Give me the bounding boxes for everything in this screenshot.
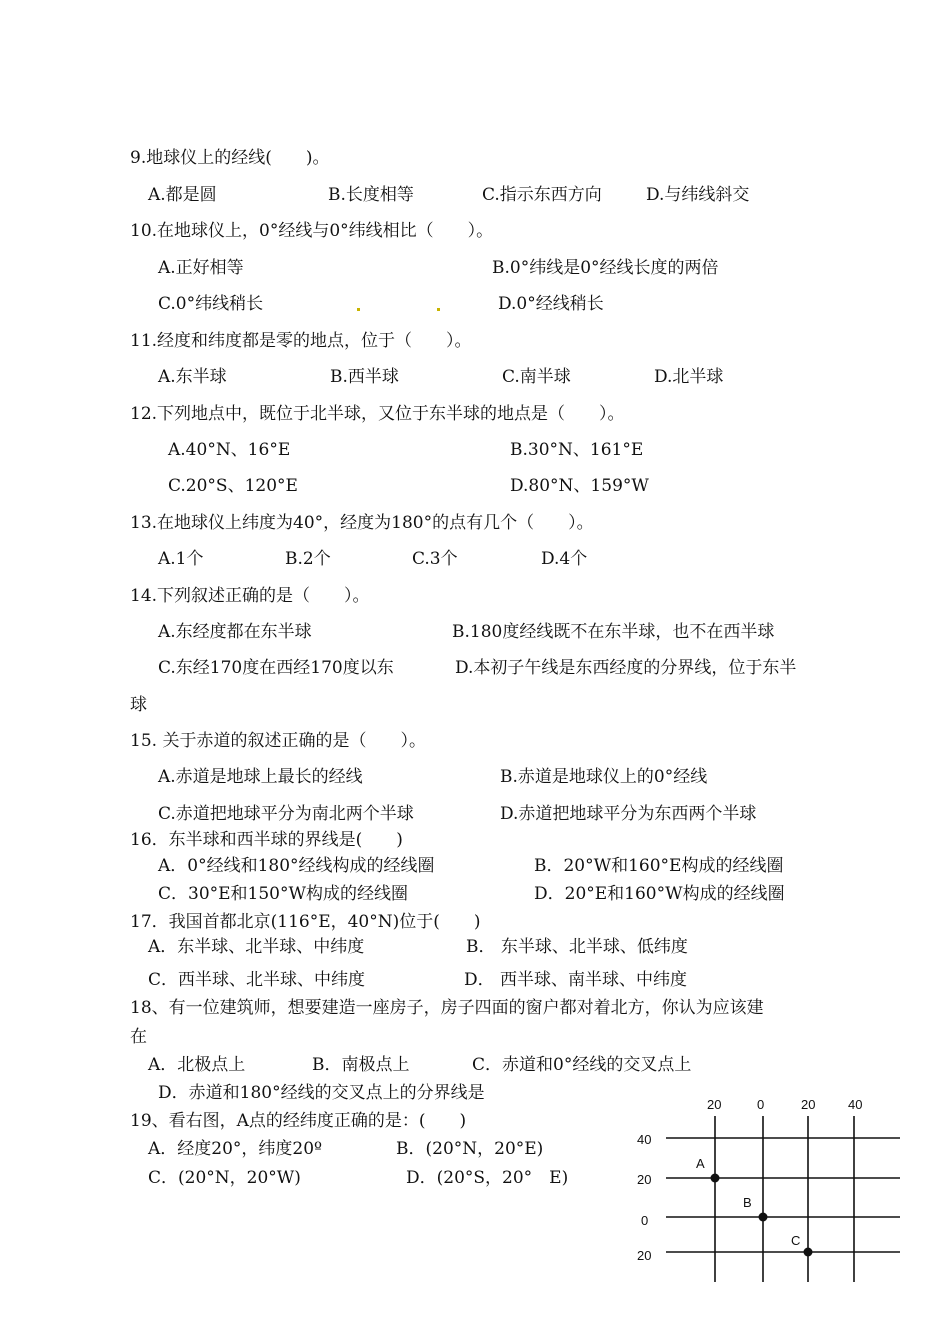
- q19-option-a: A．经度20°，纬度20º: [148, 1139, 323, 1159]
- q18-stem: 18、有一位建筑师，想要建造一座房子，房子四面的窗户都对着北方，你认为应该建: [130, 998, 764, 1018]
- q15-option-c: C.赤道把地球平分为南北两个半球: [158, 804, 414, 824]
- q19-option-b: B．(20°N，20°E): [396, 1139, 544, 1159]
- q9-option-b: B.长度相等: [328, 185, 414, 205]
- q14-option-d-continued: 球: [130, 695, 147, 715]
- q17-option-d: D． 西半球、南半球、中纬度: [464, 970, 688, 990]
- q15-option-b: B.赤道是地球仪上的0°经线: [500, 767, 708, 787]
- q14-stem: 14.下列叙述正确的是（ ）。: [130, 586, 370, 606]
- q9-option-d: D.与纬线斜交: [646, 185, 750, 205]
- q10-option-b: B.0°纬线是0°经线长度的两倍: [492, 258, 719, 278]
- grid-point-c-label: C: [791, 1233, 801, 1248]
- q18-option-d: D．赤道和180°经线的交叉点上的分界线是: [158, 1083, 485, 1103]
- q12-option-c: C.20°S、120°E: [168, 476, 298, 496]
- q10-stem: 10.在地球仪上，0°经线与0°纬线相比（ ）。: [130, 221, 494, 241]
- q19-option-d: D．(20°S，20° E): [406, 1168, 569, 1188]
- q19-option-c: C．(20°N，20°W): [148, 1168, 301, 1188]
- q16-option-c: C．30°E和150°W构成的经线圈: [158, 884, 408, 904]
- q11-option-a: A.东半球: [158, 367, 227, 387]
- q13-option-c: C.3个: [412, 549, 458, 569]
- grid-point-c: [804, 1248, 813, 1257]
- grid-point-a-label: A: [696, 1156, 705, 1171]
- q9-option-c: C.指示东西方向: [482, 185, 602, 205]
- q14-option-a: A.东经度都在东半球: [158, 622, 312, 642]
- q19-stem: 19、看右图，A点的经纬度正确的是：( ): [130, 1111, 467, 1131]
- q18-option-c: C．赤道和0°经线的交叉点上: [472, 1055, 692, 1075]
- q18-stem-continued: 在: [130, 1027, 147, 1047]
- grid-point-a: [711, 1174, 720, 1183]
- grid-point-b-label: B: [743, 1195, 752, 1210]
- q16-stem: 16．东半球和西半球的界线是( ): [130, 830, 403, 850]
- scan-speck: [437, 308, 440, 311]
- q14-option-c: C.东经170度在西经170度以东: [158, 658, 394, 678]
- grid-top-label: 20: [707, 1097, 722, 1112]
- q11-option-b: B.西半球: [330, 367, 399, 387]
- q11-option-d: D.北半球: [654, 367, 724, 387]
- q11-option-c: C.南半球: [502, 367, 571, 387]
- q16-option-d: D．20°E和160°W构成的经线圈: [534, 884, 785, 904]
- q12-stem: 12.下列地点中，既位于北半球，又位于东半球的地点是（ ）。: [130, 404, 625, 424]
- q14-option-b: B.180度经线既不在东半球，也不在西半球: [452, 622, 775, 642]
- q17-option-b: B． 东半球、北半球、低纬度: [466, 937, 688, 957]
- q17-option-a: A．东半球、北半球、中纬度: [148, 937, 365, 957]
- q10-option-d: D.0°经线稍长: [498, 294, 604, 314]
- q10-option-c: C.0°纬线稍长: [158, 294, 264, 314]
- q15-option-a: A.赤道是地球上最长的经线: [158, 767, 363, 787]
- grid-top-label: 40: [848, 1097, 863, 1112]
- grid-point-b: [759, 1213, 768, 1222]
- q10-option-a: A.正好相等: [158, 258, 244, 278]
- grid-left-label: 20: [637, 1172, 652, 1187]
- q12-option-b: B.30°N、161°E: [510, 440, 644, 460]
- q13-option-a: A.1个: [158, 549, 204, 569]
- grid-left-label: 40: [637, 1132, 652, 1147]
- q18-option-b: B．南极点上: [312, 1055, 410, 1075]
- q17-stem: 17．我国首都北京(116°E，40°N)位于( ): [130, 912, 481, 932]
- q12-option-d: D.80°N、159°W: [510, 476, 649, 496]
- q13-stem: 13.在地球仪上纬度为40°，经度为180°的点有几个（ ）。: [130, 513, 594, 533]
- q11-stem: 11.经度和纬度都是零的地点，位于（ ）。: [130, 331, 472, 351]
- grid-left-label: 20: [637, 1248, 652, 1263]
- q14-option-d: D.本初子午线是东西经度的分界线，位于东半: [455, 658, 797, 678]
- q13-option-b: B.2个: [285, 549, 331, 569]
- q9-stem: 9.地球仪上的经线( )。: [130, 148, 330, 168]
- q13-option-d: D.4个: [541, 549, 588, 569]
- q18-option-a: A．北极点上: [148, 1055, 246, 1075]
- q9-option-a: A.都是圆: [148, 185, 217, 205]
- q17-option-c: C．西半球、北半球、中纬度: [148, 970, 366, 990]
- grid-top-label: 0: [757, 1097, 765, 1112]
- q15-stem: 15. 关于赤道的叙述正确的是（ ）。: [130, 731, 426, 751]
- q16-option-a: A．0°经线和180°经线构成的经线圈: [158, 856, 435, 876]
- scan-speck: [357, 308, 360, 311]
- lat-long-grid-figure: [628, 1090, 918, 1290]
- q12-option-a: A.40°N、16°E: [168, 440, 291, 460]
- grid-top-label: 20: [801, 1097, 816, 1112]
- q15-option-d: D.赤道把地球平分为东西两个半球: [500, 804, 757, 824]
- grid-left-label: 0: [641, 1213, 649, 1228]
- q16-option-b: B．20°W和160°E构成的经线圈: [534, 856, 784, 876]
